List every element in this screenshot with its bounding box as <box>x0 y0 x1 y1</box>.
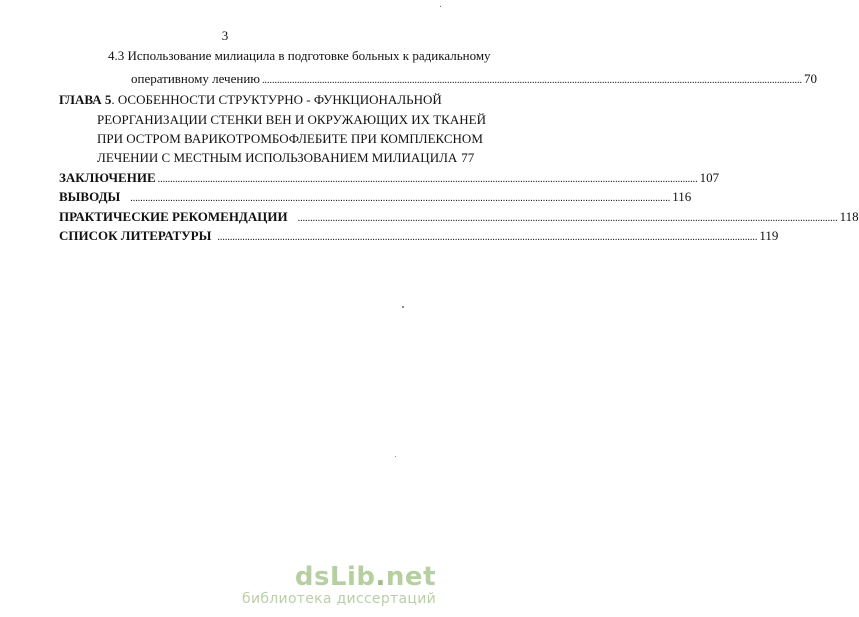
corner-mark: · <box>438 2 442 13</box>
toc-item-4-3-line1: 4.3 Использование милиацила в подготовке больных к радикальному <box>108 48 491 63</box>
toc-chapter5-line4[interactable] <box>97 150 475 168</box>
toc-recommendations-label: ПРАКТИЧЕСКИЕ РЕКОМЕНДАЦИИ <box>59 209 288 224</box>
toc-findings[interactable] <box>59 189 692 207</box>
watermark-logo-dot: . <box>375 562 386 592</box>
toc-conclusion[interactable] <box>59 170 720 188</box>
toc-references-label: СПИСОК ЛИТЕРАТУРЫ <box>59 228 212 243</box>
scan-speck <box>395 456 396 457</box>
watermark-subtitle: библиотека диссертаций <box>242 591 436 607</box>
scan-speck <box>402 306 404 308</box>
toc-chapter5-title-end: ЛЕЧЕНИИ С МЕСТНЫМ ИСПОЛЬЗОВАНИЕМ МИЛИАЦИЛА <box>97 150 458 165</box>
page-number: 3 <box>221 28 229 43</box>
dot-leader <box>130 189 670 207</box>
toc-chapter5-line1 <box>59 92 442 108</box>
dot-leader <box>298 209 838 227</box>
dot-leader <box>217 228 757 246</box>
toc-chapter5-title-start: . ОСОБЕННОСТИ СТРУКТУРНО - ФУНКЦИОНАЛЬНОЙ <box>111 92 442 107</box>
toc-item-4-3-title: оперативному лечению <box>131 71 260 86</box>
watermark-logo <box>242 563 436 591</box>
toc-recommendations[interactable] <box>59 209 859 227</box>
toc-conclusion-page: 107 <box>699 170 720 185</box>
dot-leader <box>262 71 802 89</box>
toc-chapter5-page: 77 <box>461 150 475 165</box>
toc-chapter5-line3: ПРИ ОСТРОМ ВАРИКОТРОМБОФЛЕБИТЕ ПРИ КОМПЛЕКСНОМ <box>97 131 483 146</box>
toc-conclusion-label: ЗАКЛЮЧЕНИЕ <box>59 170 156 185</box>
toc-item-4-3-page: 70 <box>804 71 817 86</box>
toc-chapter5-label: ГЛАВА 5 <box>59 92 112 107</box>
toc-findings-label: ВЫВОДЫ <box>59 189 121 204</box>
toc-findings-page: 116 <box>672 189 692 204</box>
toc-recommendations-page: 118 <box>839 209 859 224</box>
toc-references[interactable] <box>59 228 779 246</box>
watermark-logo-tld: net <box>385 562 436 592</box>
dslib-watermark <box>242 563 436 607</box>
toc-chapter5-line2: РЕОРГАНИЗАЦИИ СТЕНКИ ВЕН И ОКРУЖАЮЩИХ ИХ ТКАНЕЙ <box>97 112 486 127</box>
toc-item-4-3-line2[interactable] <box>131 71 817 89</box>
toc-references-page: 119 <box>759 228 779 243</box>
watermark-logo-main: dsLib <box>294 562 376 592</box>
dot-leader <box>158 170 698 188</box>
